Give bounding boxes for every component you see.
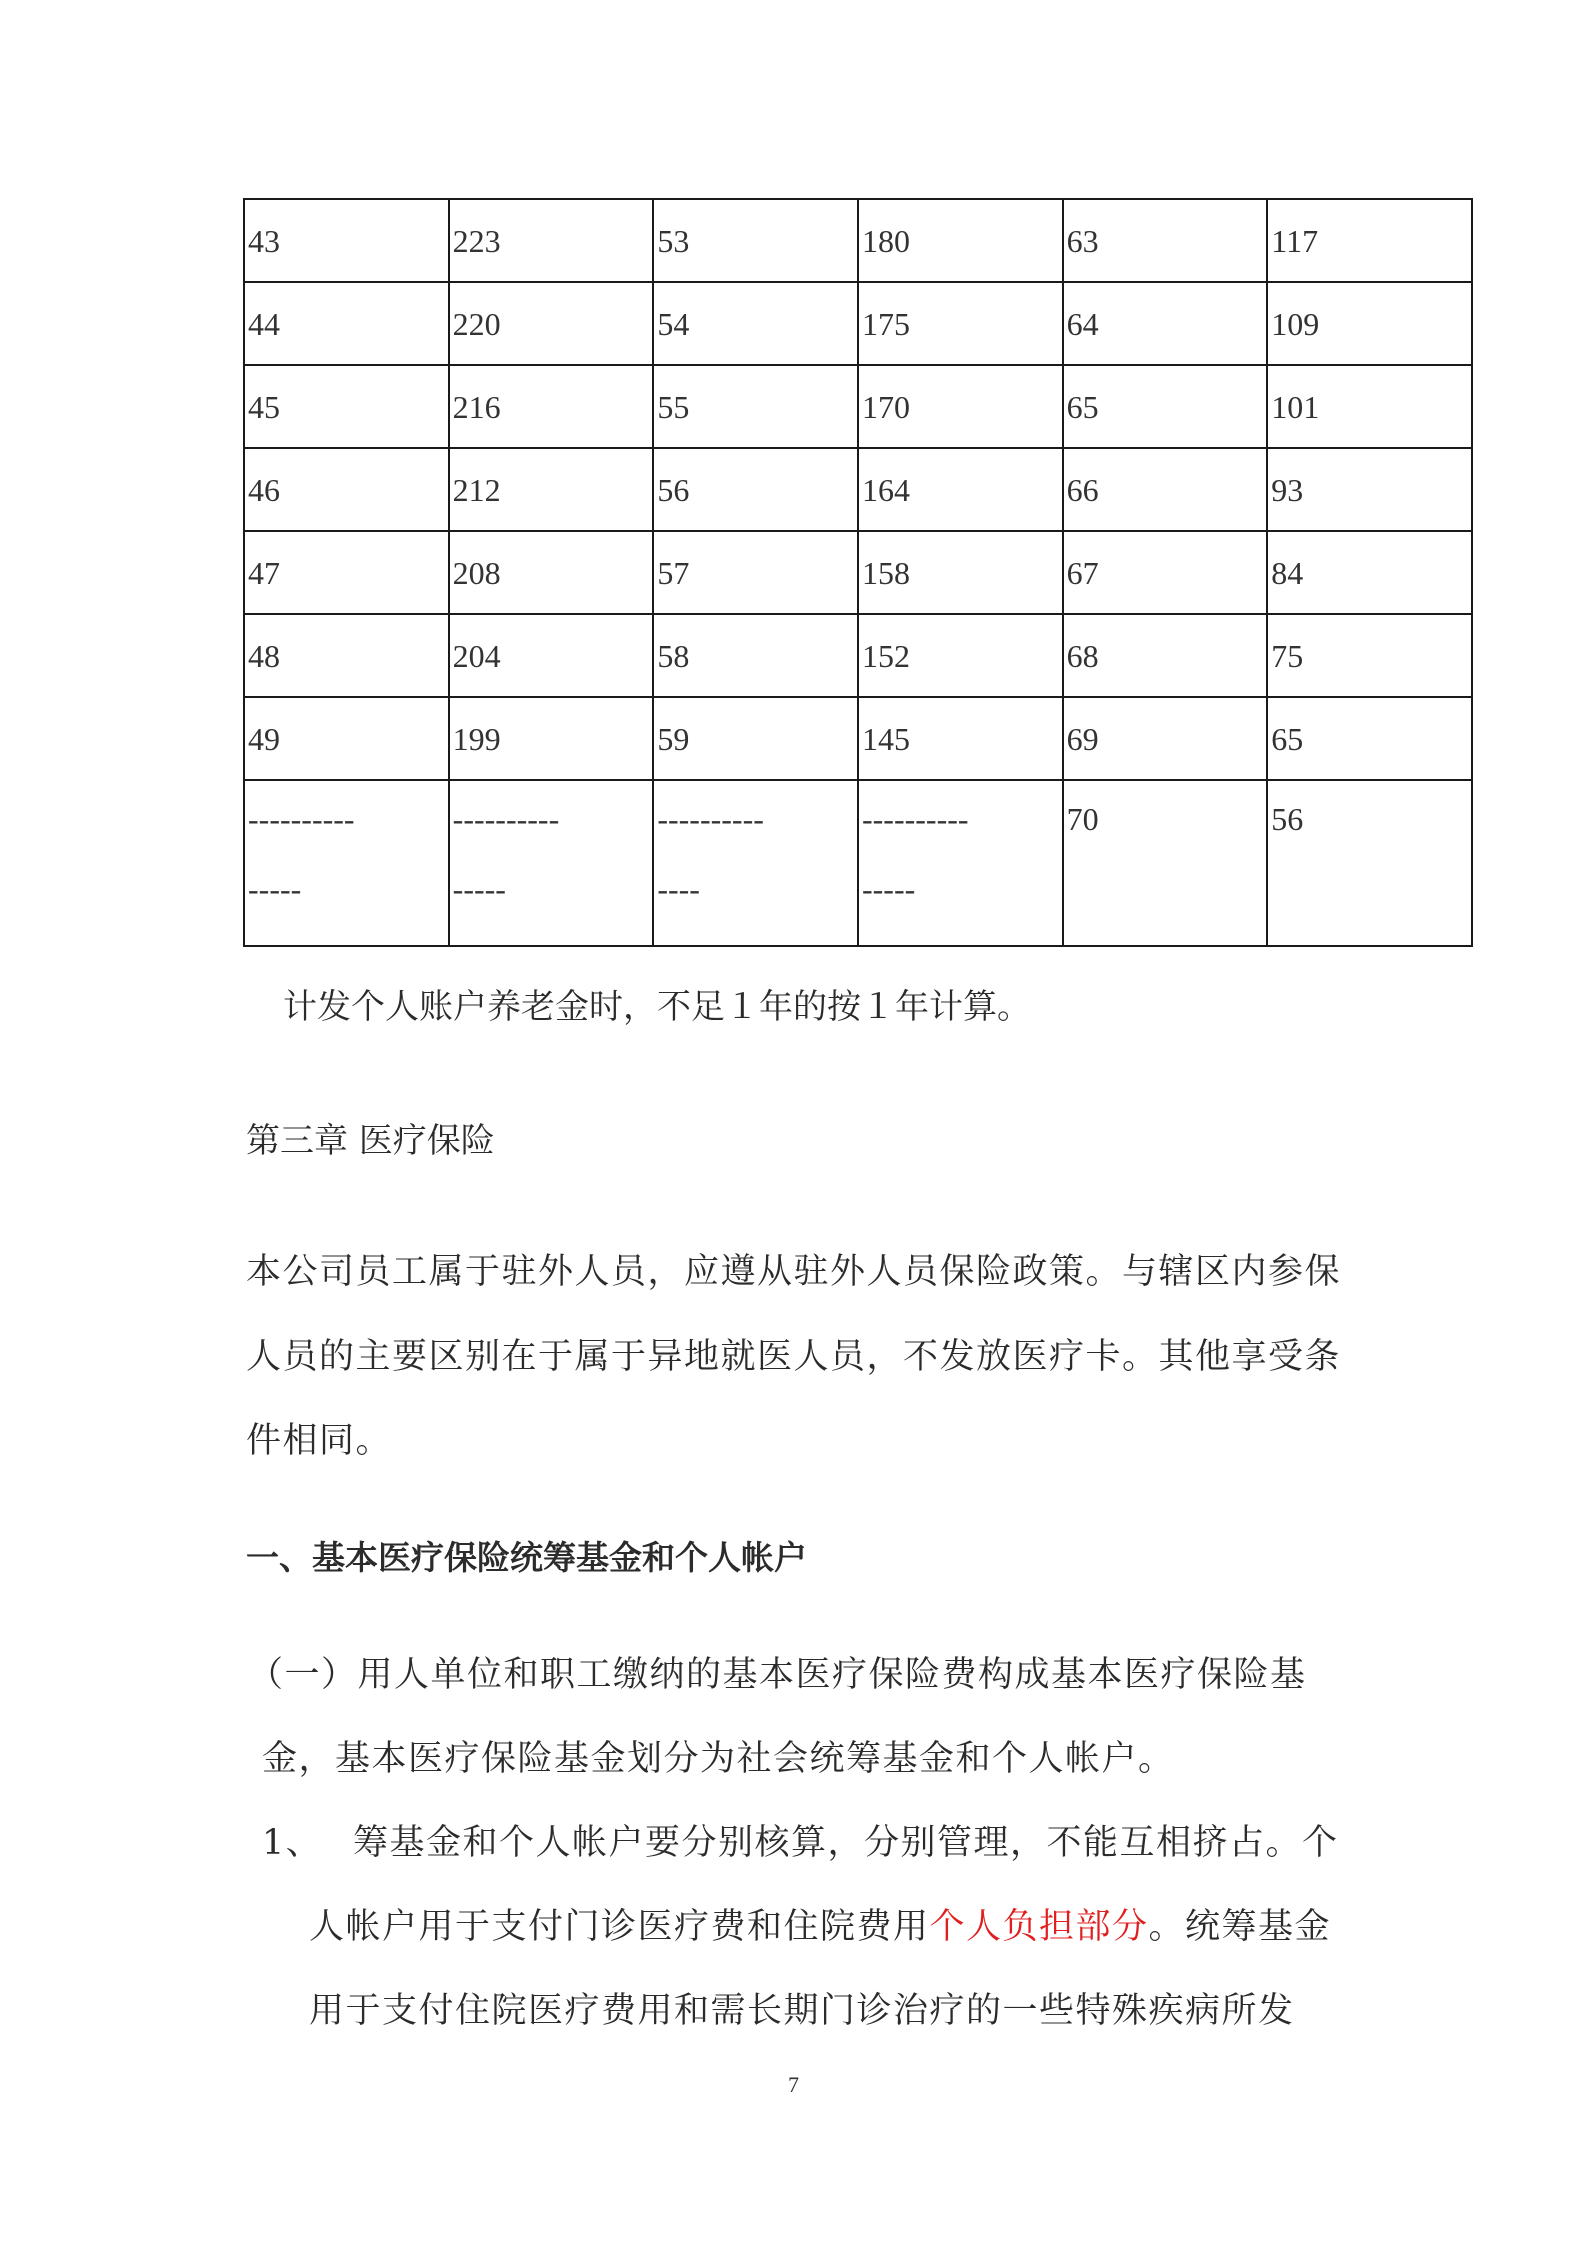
list-item-line	[309, 1907, 1332, 1947]
table-row	[244, 531, 1472, 614]
dash-line: ----------	[657, 801, 764, 837]
subsection-line: （一）用人单位和职工缴纳的基本医疗保险费构成基本医疗保险基	[248, 1655, 1307, 1695]
table-cell: 75	[1267, 614, 1472, 697]
list-marker: 1、	[262, 1823, 323, 1863]
table-cell: 180	[858, 199, 1063, 282]
table-body	[244, 199, 1472, 946]
table-cell	[653, 780, 858, 946]
table-cell	[858, 780, 1063, 946]
highlighted-text: 个人负担部分	[929, 1907, 1149, 1947]
table-cell: 45	[244, 365, 449, 448]
dash-line: -----	[452, 871, 506, 907]
table-row	[244, 614, 1472, 697]
table-cell: 93	[1267, 448, 1472, 531]
table-cell: 204	[449, 614, 654, 697]
table-cell: 64	[1063, 282, 1268, 365]
table-row-last	[244, 780, 1472, 946]
table-cell: 66	[1063, 448, 1268, 531]
list-item-line: 用于支付住院医疗费用和需长期门诊治疗的一些特殊疾病所发	[309, 1991, 1295, 2031]
table-cell: 170	[858, 365, 1063, 448]
table-cell: 46	[244, 448, 449, 531]
table-row	[244, 697, 1472, 780]
dash-line: ----	[657, 871, 700, 907]
table-cell	[244, 780, 449, 946]
table-cell: 67	[1063, 531, 1268, 614]
table-cell	[1267, 780, 1472, 946]
cell-value: 56	[1271, 801, 1304, 837]
table-cell: 69	[1063, 697, 1268, 780]
dash-line: ----------	[248, 801, 355, 837]
dash-line: -----	[248, 871, 302, 907]
table-cell: 68	[1063, 614, 1268, 697]
intro-line: 人员的主要区别在于属于异地就医人员，不发放医疗卡。其他享受条	[246, 1337, 1342, 1377]
table-cell: 158	[858, 531, 1063, 614]
table-cell: 109	[1267, 282, 1472, 365]
table-row	[244, 199, 1472, 282]
table-cell: 175	[858, 282, 1063, 365]
table-cell: 84	[1267, 531, 1472, 614]
intro-line: 件相同。	[246, 1421, 393, 1461]
table-cell: 152	[858, 614, 1063, 697]
chapter-title: 第三章 医疗保险	[246, 1121, 495, 1161]
table-cell: 223	[449, 199, 654, 282]
table-cell: 54	[653, 282, 858, 365]
cell-value: 70	[1066, 801, 1099, 837]
dash-line: ----------	[452, 801, 560, 837]
table-cell: 117	[1267, 199, 1472, 282]
table-cell	[1063, 780, 1268, 946]
table-cell: 220	[449, 282, 654, 365]
table-cell: 56	[653, 448, 858, 531]
table-cell: 48	[244, 614, 449, 697]
table-cell: 57	[653, 531, 858, 614]
dash-line: -----	[861, 871, 916, 907]
table-cell: 145	[858, 697, 1063, 780]
list-item-line: 筹基金和个人帐户要分别核算，分别管理，不能互相挤占。个	[353, 1823, 1339, 1863]
table-cell: 208	[449, 531, 654, 614]
table-cell: 65	[1267, 697, 1472, 780]
dash-line: ----------	[861, 801, 969, 837]
table-row	[244, 448, 1472, 531]
table-cell: 53	[653, 199, 858, 282]
table-cell: 63	[1063, 199, 1268, 282]
section-heading: 一、基本医疗保险统筹基金和个人帐户	[246, 1538, 807, 1577]
table-cell: 164	[858, 448, 1063, 531]
table-cell: 43	[244, 199, 449, 282]
table-note: 计发个人账户养老金时，不足１年的按１年计算。	[283, 987, 1031, 1027]
table-cell: 65	[1063, 365, 1268, 448]
subsection-line: 金，基本医疗保险基金划分为社会统筹基金和个人帐户。	[262, 1739, 1175, 1779]
table-row	[244, 282, 1472, 365]
table-cell: 59	[653, 697, 858, 780]
page-number: 7	[788, 2072, 799, 2097]
intro-line: 本公司员工属于驻外人员，应遵从驻外人员保险政策。与辖区内参保	[246, 1252, 1342, 1292]
table-cell: 199	[449, 697, 654, 780]
table-cell: 212	[449, 448, 654, 531]
table-cell	[449, 780, 654, 946]
table-cell: 216	[449, 365, 654, 448]
table-cell: 58	[653, 614, 858, 697]
text-run: 人帐户用于支付门诊医疗费和住院费用	[309, 1907, 930, 1947]
table-cell: 44	[244, 282, 449, 365]
text-run: 。统筹基金	[1148, 1907, 1332, 1947]
table-cell: 49	[244, 697, 449, 780]
table-cell: 101	[1267, 365, 1472, 448]
table-row	[244, 365, 1472, 448]
table-cell: 55	[653, 365, 858, 448]
annuity-divisor-table	[243, 198, 1473, 947]
table-cell: 47	[244, 531, 449, 614]
